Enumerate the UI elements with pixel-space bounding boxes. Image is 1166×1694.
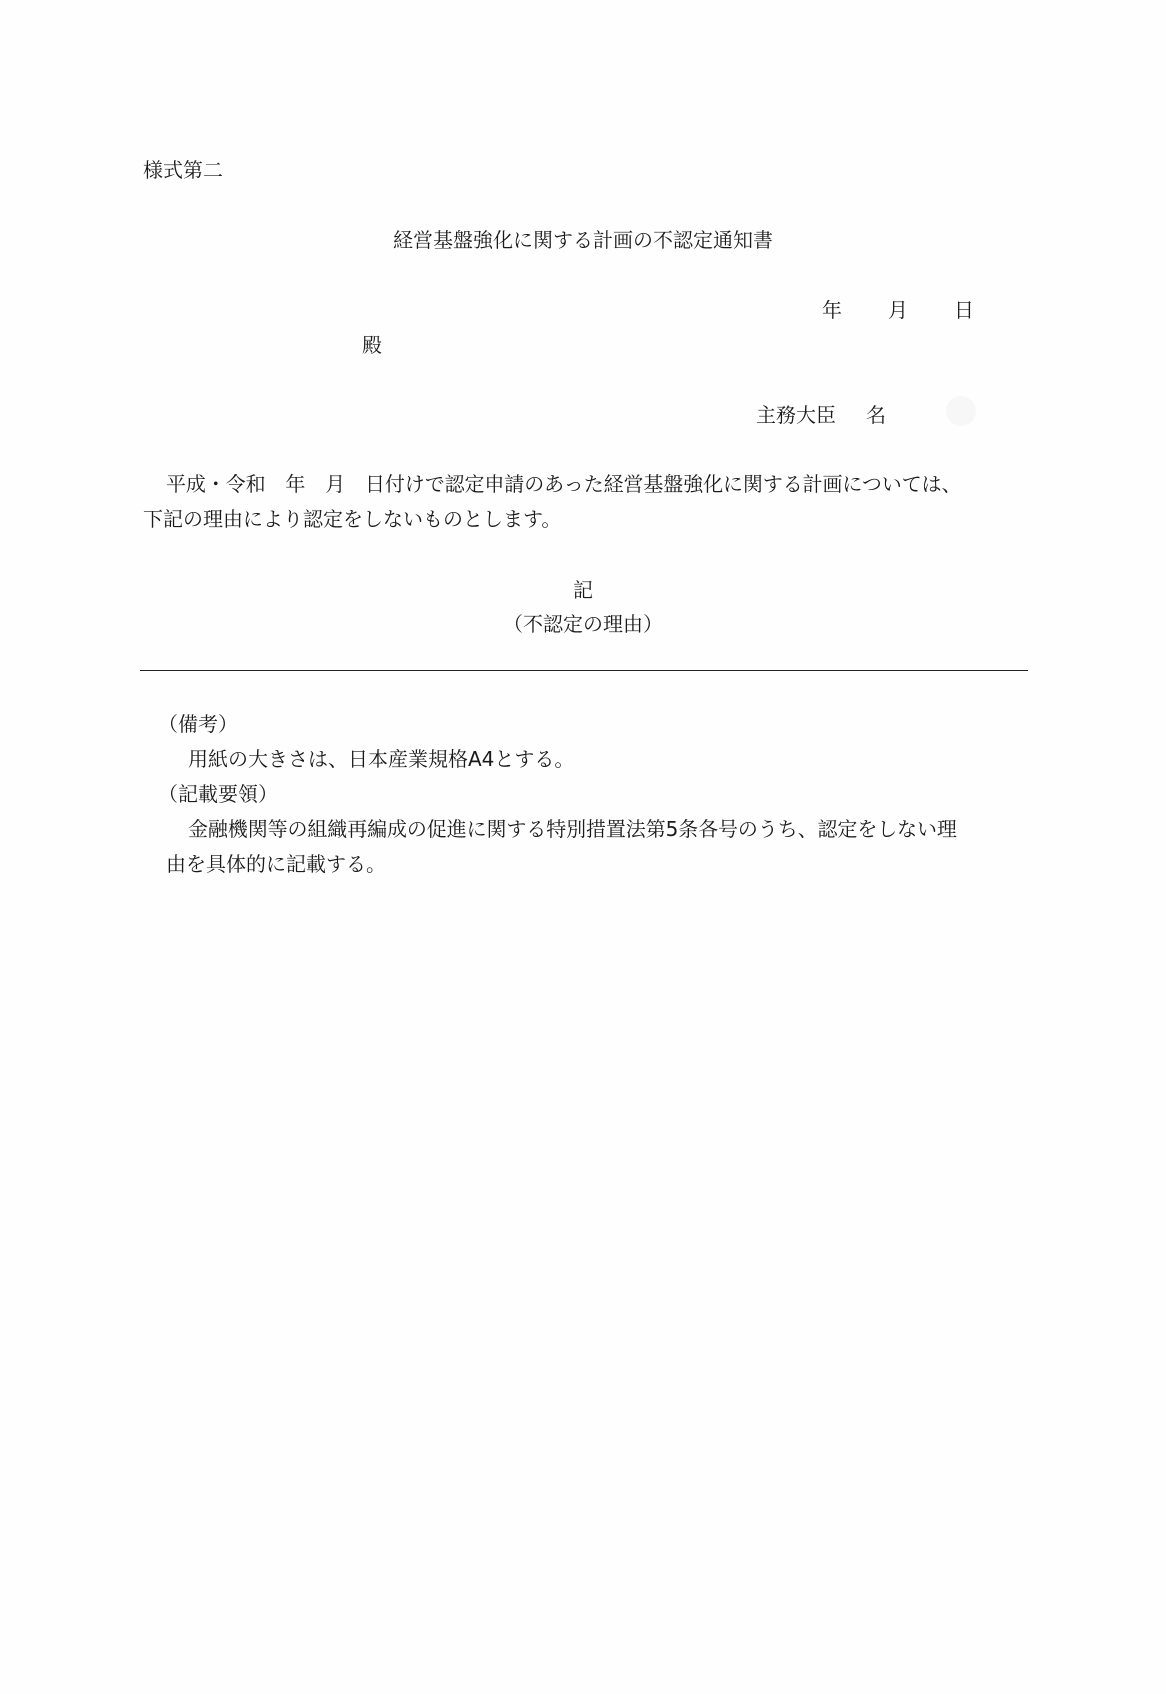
- record-subheading: （不認定の理由）: [503, 612, 663, 636]
- document-title: 経営基盤強化に関する計画の不認定通知書: [393, 228, 773, 252]
- date-month: 月: [888, 298, 908, 322]
- form-number: 様式第二: [143, 158, 223, 182]
- record-heading: 記: [573, 578, 593, 602]
- body-line-1: 平成・令和 年 月 日付けで認定申請のあった経営基盤強化に関する計画については、: [166, 472, 962, 496]
- date-day: 日: [954, 298, 974, 322]
- instructions-line-1: 金融機関等の組織再編成の促進に関する特別措置法第5条各号のうち、認定をしない理: [188, 817, 957, 841]
- divider-line: [140, 670, 1028, 671]
- sender-minister: 主務大臣: [756, 403, 836, 427]
- body-line-2: 下記の理由により認定をしないものとします。: [143, 507, 562, 531]
- addressee-honorific: 殿: [362, 333, 382, 357]
- remarks-heading: （備考）: [158, 712, 238, 736]
- instructions-line-2: 由を具体的に記載する。: [166, 852, 386, 876]
- remarks-text: 用紙の大きさは、日本産業規格A4とする。: [188, 747, 575, 771]
- seal-mark: [946, 396, 976, 426]
- instructions-heading: （記載要領）: [158, 782, 278, 806]
- sender-name: 名: [866, 403, 886, 427]
- date-year: 年: [822, 298, 842, 322]
